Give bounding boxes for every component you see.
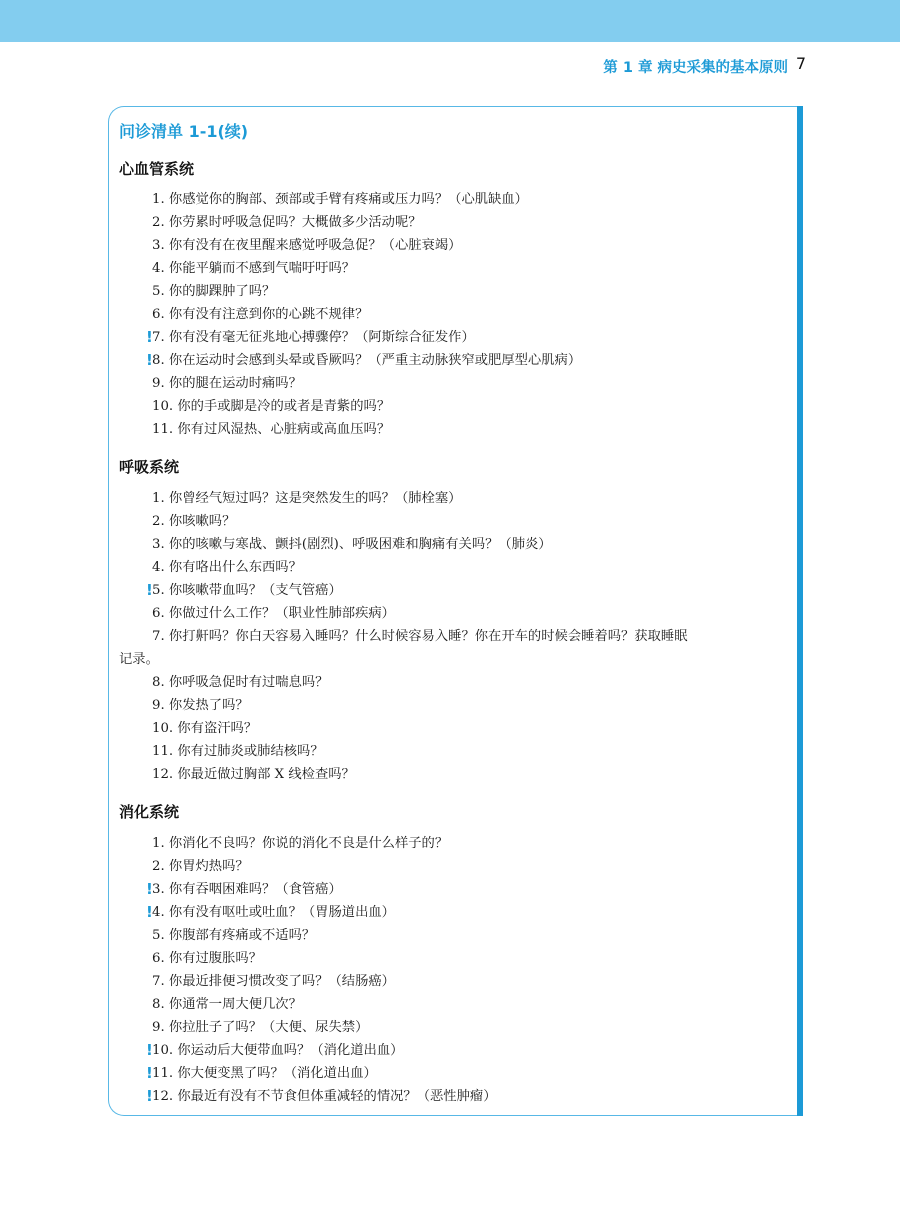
resp-item-6: 6. 你做过什么工作？（职业性肺部疾病）: [152, 606, 395, 621]
cardio-item-5: 5. 你的脚踝肿了吗？: [152, 284, 276, 299]
gi-item-10: 10. 你运动后大便带血吗？（消化道出血）: [152, 1043, 404, 1058]
gi-item-1: 1. 你消化不良吗？你说的消化不良是什么样子的？: [152, 836, 449, 851]
resp-item-8: 8. 你呼吸急促时有过喘息吗？: [152, 675, 329, 690]
cardio-item-3: 3. 你有没有在夜里醒来感觉呼吸急促？（心脏衰竭）: [152, 238, 462, 253]
cardio-item-8: 8. 你在运动时会感到头晕或昏厥吗？（严重主动脉狭窄或肥厚型心肌病）: [152, 353, 582, 368]
cardio-item-4: 4. 你能平躺而不感到气喘吁吁吗？: [152, 261, 356, 276]
resp-item-1: 1. 你曾经气短过吗？这是突然发生的吗？（肺栓塞）: [152, 491, 462, 506]
gi-item-6: 6. 你有过腹胀吗？: [152, 951, 262, 966]
exclamation-icon: !: [146, 328, 153, 346]
cardio-item-2: 2. 你劳累时呼吸急促吗？大概做多少活动呢？: [152, 215, 422, 230]
resp-item-3: 3. 你的咳嗽与寒战、颤抖(剧烈)、呼吸困难和胸痛有关吗？（肺炎）: [152, 537, 552, 552]
page-number: 7: [795, 54, 806, 73]
resp-item-4: 4. 你有咯出什么东西吗？: [152, 560, 302, 575]
gi-item-11: 11. 你大便变黑了吗？（消化道出血）: [152, 1066, 377, 1081]
gi-item-12: 12. 你最近有没有不节食但体重减轻的情况？（恶性肿瘤）: [152, 1089, 497, 1104]
cardio-item-10: 10. 你的手或脚是冷的或者是青紫的吗？: [152, 399, 391, 414]
resp-item-11: 11. 你有过肺炎或肺结核吗？: [152, 744, 324, 759]
gi-item-4: 4. 你有没有呕吐或吐血？（胃肠道出血）: [152, 905, 395, 920]
resp-item-9: 9. 你发热了吗？: [152, 698, 249, 713]
top-color-band: [0, 0, 900, 42]
checklist-title: 问诊清单 1-1(续): [119, 122, 249, 141]
exclamation-icon: !: [146, 351, 153, 369]
gi-item-8: 8. 你通常一周大便几次？: [152, 997, 302, 1012]
resp-item-12: 12. 你最近做过胸部 X 线检查吗？: [152, 767, 355, 782]
resp-item-7: 7. 你打鼾吗？你白天容易入睡吗？什么时候容易入睡？你在开车的时候会睡着吗？获取睡眠: [152, 629, 688, 644]
exclamation-icon: !: [146, 581, 153, 599]
section-heading-cardio: 心血管系统: [119, 160, 195, 178]
gi-item-5: 5. 你腹部有疼痛或不适吗？: [152, 928, 316, 943]
exclamation-icon: !: [146, 1064, 153, 1082]
cardio-item-11: 11. 你有过风湿热、心脏病或高血压吗？: [152, 422, 391, 437]
exclamation-icon: !: [146, 1087, 153, 1105]
gi-item-3: 3. 你有吞咽困难吗？（食管癌）: [152, 882, 342, 897]
cardio-item-6: 6. 你有没有注意到你的心跳不规律？: [152, 307, 369, 322]
resp-item-5: 5. 你咳嗽带血吗？（支气管癌）: [152, 583, 342, 598]
resp-item-2: 2. 你咳嗽吗？: [152, 514, 236, 529]
exclamation-icon: !: [146, 1041, 153, 1059]
section-heading-resp: 呼吸系统: [119, 458, 180, 476]
resp-item-10: 10. 你有盗汗吗？: [152, 721, 258, 736]
chapter-running-head: [603, 56, 788, 77]
chapter-title: 第 1 章 病史采集的基本原则: [603, 60, 788, 76]
gi-item-9: 9. 你拉肚子了吗？（大便、尿失禁）: [152, 1020, 369, 1035]
cardio-item-9: 9. 你的腿在运动时痛吗？: [152, 376, 302, 391]
exclamation-icon: !: [146, 903, 153, 921]
gi-item-7: 7. 你最近排便习惯改变了吗？（结肠癌）: [152, 974, 395, 989]
exclamation-icon: !: [146, 880, 153, 898]
gi-item-2: 2. 你胃灼热吗？: [152, 859, 249, 874]
cardio-item-1: 1. 你感觉你的胸部、颈部或手臂有疼痛或压力吗？（心肌缺血）: [152, 192, 528, 207]
resp-item-7-continuation: 记录。: [119, 652, 159, 667]
checklist-box-accent-bar: [797, 106, 803, 1116]
cardio-item-7: 7. 你有没有毫无征兆地心搏骤停？（阿斯综合征发作）: [152, 330, 475, 345]
section-heading-gi: 消化系统: [119, 803, 180, 821]
